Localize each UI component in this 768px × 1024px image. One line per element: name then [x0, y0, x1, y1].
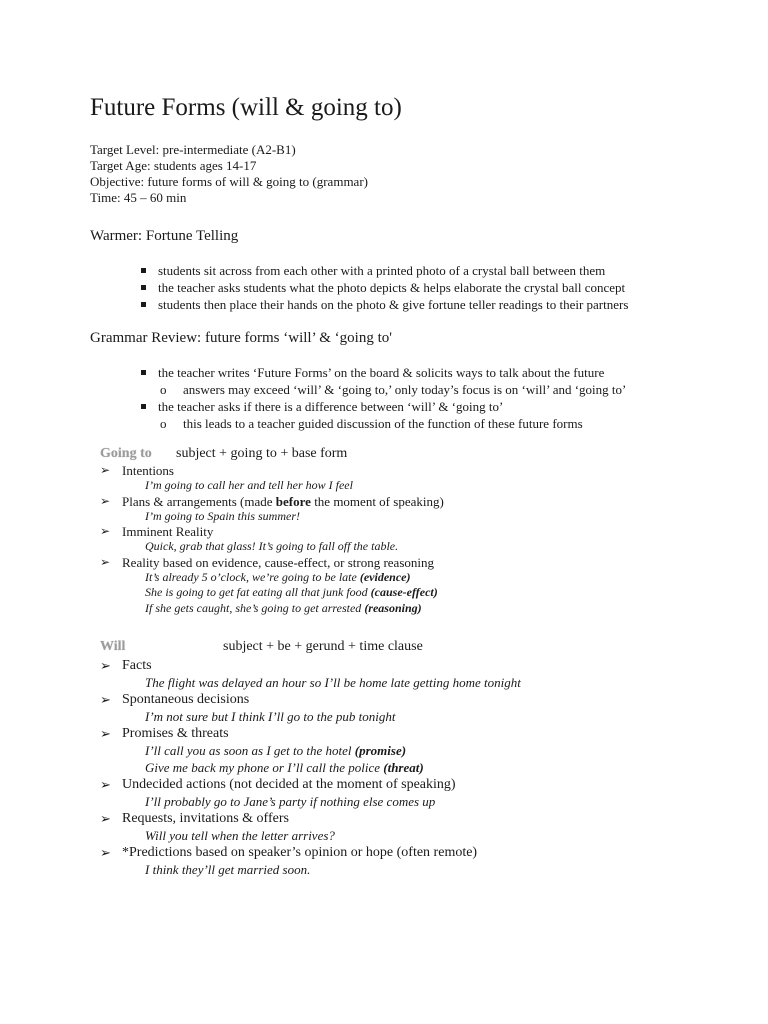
example-sentence: Will you tell when the letter arrives? [145, 828, 335, 843]
list-item: ➢ Imminent Reality [100, 524, 214, 540]
list-item: ➢ *Predictions based on speaker’s opinion or hope (often remote) [100, 845, 478, 860]
arrow-bullet-icon: ➢ [100, 777, 111, 792]
will-uses-list [100, 657, 521, 878]
arrow-bullet-icon: ➢ [100, 463, 111, 477]
example-sentence: I’m going to Spain this summer! [145, 508, 300, 523]
square-bullet-icon [141, 404, 146, 409]
list-item: the teacher asks students what the photo depicts & helps elaborate the crystal ball concept [138, 279, 628, 296]
sub-list-item: o this leads to a teacher guided discussion of the function of these future forms [160, 416, 583, 431]
lesson-meta [90, 142, 368, 206]
list-item: students then place their hands on the photo & give fortune teller readings to their partners [138, 296, 628, 313]
arrow-bullet-icon: ➢ [100, 554, 111, 569]
example-sentence: Quick, grab that glass! It’s going to fall off the table. [145, 539, 399, 554]
sub-list-item: o answers may exceed ‘will’ & ‘going to,’ only today’s focus is on ‘will’ and ‘going to’ [160, 382, 627, 397]
example-sentence: I’ll call you as soon as I get to the hotel (promise) [145, 743, 407, 758]
target-level: Target Level: pre-intermediate (A2-B1) [90, 142, 296, 157]
list-item: ➢ Spontaneous decisions [100, 692, 250, 707]
list-item: the teacher asks if there is a difference between ‘will’ & ‘going to’ [138, 398, 626, 415]
list-item: the teacher writes ‘Future Forms’ on the board & solicits ways to talk about the future [138, 364, 626, 381]
list-item: ➢ Promises & threats [100, 726, 229, 741]
example-sentence: It’s already 5 o’clock, we’re going to be late (evidence) [145, 570, 411, 585]
going-to-label: Going to [100, 446, 152, 461]
example-sentence: She is going to get fat eating all that junk food (cause-effect) [145, 585, 438, 600]
arrow-bullet-icon: ➢ [100, 726, 111, 741]
page-title: Future Forms (will & going to) [90, 94, 402, 121]
square-bullet-icon [141, 370, 146, 375]
example-sentence: The flight was delayed an hour so I’ll be home late getting home tonight [145, 675, 521, 690]
list-item: ➢ Undecided actions (not decided at the moment of speaking) [100, 777, 456, 792]
arrow-bullet-icon: ➢ [100, 493, 111, 508]
circle-bullet-icon: o [160, 416, 167, 431]
list-item: ➢ Facts [100, 658, 152, 673]
square-bullet-icon [141, 268, 146, 273]
square-bullet-icon [141, 285, 146, 290]
grammar-review-heading: Grammar Review: future forms ‘will’ & ‘going to' [90, 330, 392, 346]
example-sentence: I’ll probably go to Jane’s party if nothing else comes up [145, 794, 436, 809]
arrow-bullet-icon: ➢ [100, 524, 111, 539]
list-item: ➢ Intentions [100, 463, 174, 478]
list-item: ➢ Requests, invitations & offers [100, 811, 289, 826]
example-sentence: If she gets caught, she’s going to get arrested (reasoning) [145, 600, 422, 615]
list-item: students sit across from each other with a printed photo of a crystal ball between them [138, 262, 628, 279]
square-bullet-icon [141, 302, 146, 307]
will-label: Will [100, 639, 126, 654]
target-age: Target Age: students ages 14-17 [90, 158, 257, 173]
arrow-bullet-icon: ➢ [100, 658, 111, 673]
arrow-bullet-icon: ➢ [100, 845, 111, 860]
list-item: ➢ Plans & arrangements (made before the moment of speaking) [100, 493, 444, 509]
warmer-heading: Warmer: Fortune Telling [90, 228, 239, 244]
example-sentence: I’m going to call her and tell her how I feel [145, 478, 353, 493]
will-formula: subject + be + gerund + time clause [223, 639, 423, 654]
lesson-time: Time: 45 – 60 min [90, 190, 187, 205]
grammar-review-bullet-list [138, 364, 626, 432]
going-to-uses-list [100, 463, 444, 616]
example-sentence: I’m not sure but I think I’ll go to the pub tonight [145, 709, 396, 724]
example-sentence: Give me back my phone or I’ll call the police (threat) [145, 760, 424, 775]
warmer-bullet-list [138, 262, 628, 313]
arrow-bullet-icon: ➢ [100, 692, 111, 707]
arrow-bullet-icon: ➢ [100, 811, 111, 826]
list-item: ➢ Reality based on evidence, cause-effect, or strong reasoning [100, 554, 434, 570]
circle-bullet-icon: o [160, 382, 167, 397]
example-sentence: I think they’ll get married soon. [145, 862, 311, 877]
objective: Objective: future forms of will & going to (grammar) [90, 174, 368, 189]
going-to-formula: subject + going to + base form [176, 446, 348, 461]
